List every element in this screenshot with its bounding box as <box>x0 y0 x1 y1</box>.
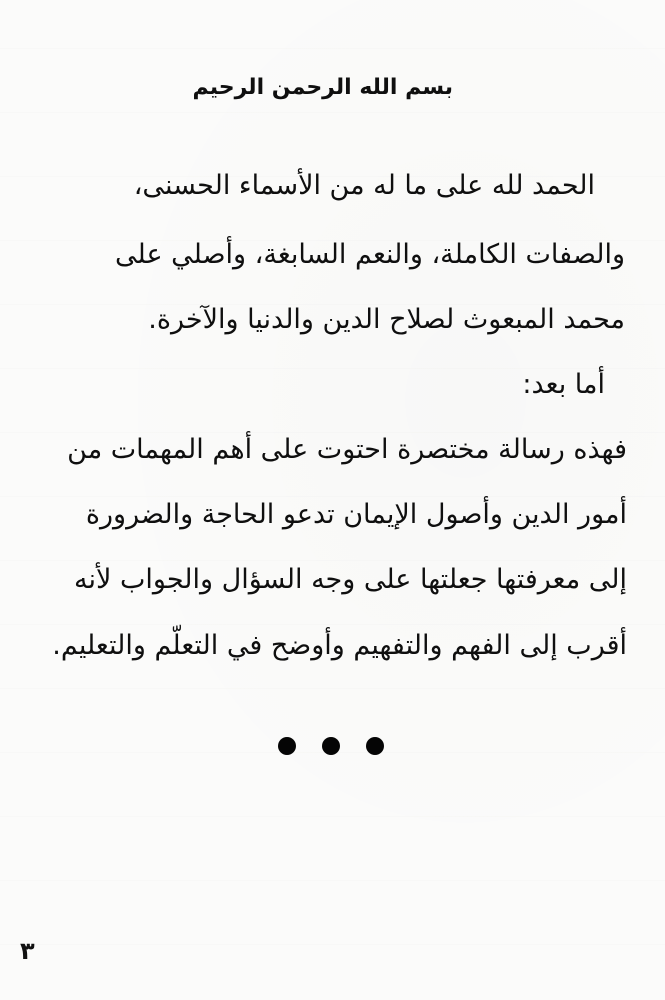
page-title: بسم الله الرحمن الرحيم <box>192 75 453 100</box>
section-separator <box>278 737 384 755</box>
separator-dot-2 <box>322 737 340 755</box>
body-line-8: أقرب إلى الفهم والتفهيم وأوضح في التعلّم والتعليم. <box>52 630 627 661</box>
separator-dot-1 <box>278 737 296 755</box>
body-line-6: أمور الدين وأصول الإيمان تدعو الحاجة والضرورة <box>85 499 627 530</box>
body-line-2: والصفات الكاملة، والنعم السابغة، وأصلي على <box>115 239 625 270</box>
body-line-3: محمد المبعوث لصلاح الدين والدنيا والآخرة. <box>148 304 625 335</box>
separator-dot-3 <box>366 737 384 755</box>
body-line-7: إلى معرفتها جعلتها على وجه السؤال والجواب لأنه <box>74 564 627 595</box>
body-line-5: فهذه رسالة مختصرة احتوت على أهم المهمات من <box>67 434 627 465</box>
page-number: ٣ <box>20 937 35 965</box>
body-line-1: الحمد لله على ما له من الأسماء الحسنى، <box>133 170 595 201</box>
body-line-4: أما بعد: <box>522 369 605 400</box>
